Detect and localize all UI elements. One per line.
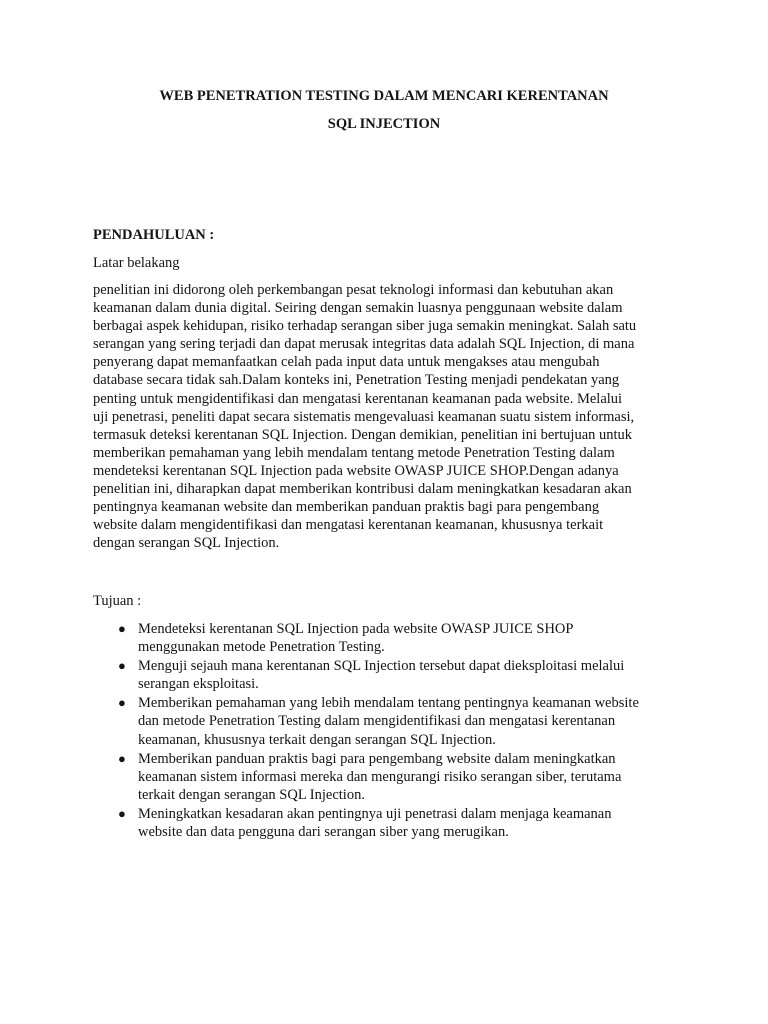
- paragraph-line: berbagai aspek kehidupan, risiko terhadap serangan siber juga semakin meningkat. Salah satu: [93, 318, 637, 335]
- section-heading: PENDAHULUAN :: [93, 227, 215, 243]
- paragraph-line: database secara tidak sah.Dalam konteks ini, Penetration Testing menjadi pendekatan yang: [93, 372, 620, 389]
- goal-item: [93, 750, 693, 804]
- document-title-line-2: SQL INJECTION: [327, 116, 441, 132]
- goal-line: Memberikan panduan praktis bagi para pengembang website dalam meningkatkan: [138, 750, 616, 767]
- paragraph-line: mendeteksi kerentanan SQL Injection pada website OWASP JUICE SHOP.Dengan adanya: [93, 462, 619, 479]
- paragraph-line: website dalam mengidentifikasi dan mengatasi kerentanan keamanan, khususnya terkait: [93, 517, 604, 534]
- goal-line: dan metode Penetration Testing dalam mengidentifikasi dan mengatasi kerentanan: [138, 713, 616, 730]
- goals-list: [93, 620, 693, 842]
- goal-line: menggunakan metode Penetration Testing.: [138, 639, 385, 656]
- paragraph-line: memberikan pemahaman yang lebih mendalam tentang metode Penetration Testing dalam: [93, 444, 615, 461]
- subheading-latar-belakang: Latar belakang: [93, 255, 180, 271]
- paragraph-line: termasuk deteksi kerentanan SQL Injection. Dengan demikian, penelitian ini bertujuan untuk: [93, 426, 633, 443]
- goal-item: [93, 657, 693, 693]
- paragraph-line: penting untuk mengidentifikasi dan mengatasi kerentanan keamanan pada website. Melalui: [93, 390, 623, 407]
- paragraph-line: penelitian ini, diharapkan dapat memberikan kontribusi dalam meningkatkan kesadaran akan: [93, 481, 632, 498]
- paragraph-line: uji penetrasi, peneliti dapat secara sistematis mengevaluasi keamanan suatu sistem informasi,: [93, 408, 635, 425]
- paragraph-line: dengan serangan SQL Injection.: [93, 535, 280, 552]
- goal-line: keamanan, khususnya terkait dengan serangan SQL Injection.: [138, 731, 496, 748]
- bullet-icon: ●: [118, 695, 126, 711]
- bullet-icon: ●: [118, 750, 126, 766]
- goal-item: [93, 694, 693, 748]
- tujuan-label: Tujuan :: [93, 593, 142, 609]
- goal-line: keamanan sistem informasi mereka dan mengurangi risiko serangan siber, terutama: [138, 768, 622, 785]
- goal-line: terkait dengan serangan SQL Injection.: [138, 786, 365, 803]
- goal-line: Meningkatkan kesadaran akan pentingnya uji penetrasi dalam menjaga keamanan: [138, 805, 612, 822]
- goal-line: serangan eksploitasi.: [138, 676, 259, 693]
- goal-line: website dan data pengguna dari serangan siber yang merugikan.: [138, 824, 509, 841]
- paragraph-line: penyerang dapat memanfaatkan celah pada input data untuk mengakses atau mengubah: [93, 354, 600, 371]
- goal-line: Mendeteksi kerentanan SQL Injection pada website OWASP JUICE SHOP: [138, 621, 574, 637]
- bullet-icon: ●: [118, 621, 126, 636]
- goal-line: Memberikan pemahaman yang lebih mendalam tentang pentingnya keamanan website: [138, 695, 639, 712]
- goal-item: [93, 620, 693, 656]
- paragraph-line: pentingnya keamanan website dan memberikan panduan praktis bagi para pengembang: [93, 499, 600, 516]
- bullet-icon: ●: [118, 658, 126, 674]
- bullet-icon: ●: [118, 805, 126, 821]
- document-title-line-1: WEB PENETRATION TESTING DALAM MENCARI KERENTANAN: [159, 88, 609, 104]
- background-paragraph: [93, 281, 683, 552]
- paragraph-line: penelitian ini didorong oleh perkembangan pesat teknologi informasi dan kebutuhan akan: [93, 282, 614, 298]
- goal-line: Menguji sejauh mana kerentanan SQL Injection tersebut dapat dieksploitasi melalui: [138, 658, 625, 675]
- paragraph-line: serangan yang sering terjadi dan dapat merusak integritas data adalah SQL Injection, di mana: [93, 336, 635, 353]
- paragraph-line: keamanan dalam dunia digital. Seiring dengan semakin luasnya penggunaan website dalam: [93, 300, 623, 317]
- goal-item: [93, 805, 693, 841]
